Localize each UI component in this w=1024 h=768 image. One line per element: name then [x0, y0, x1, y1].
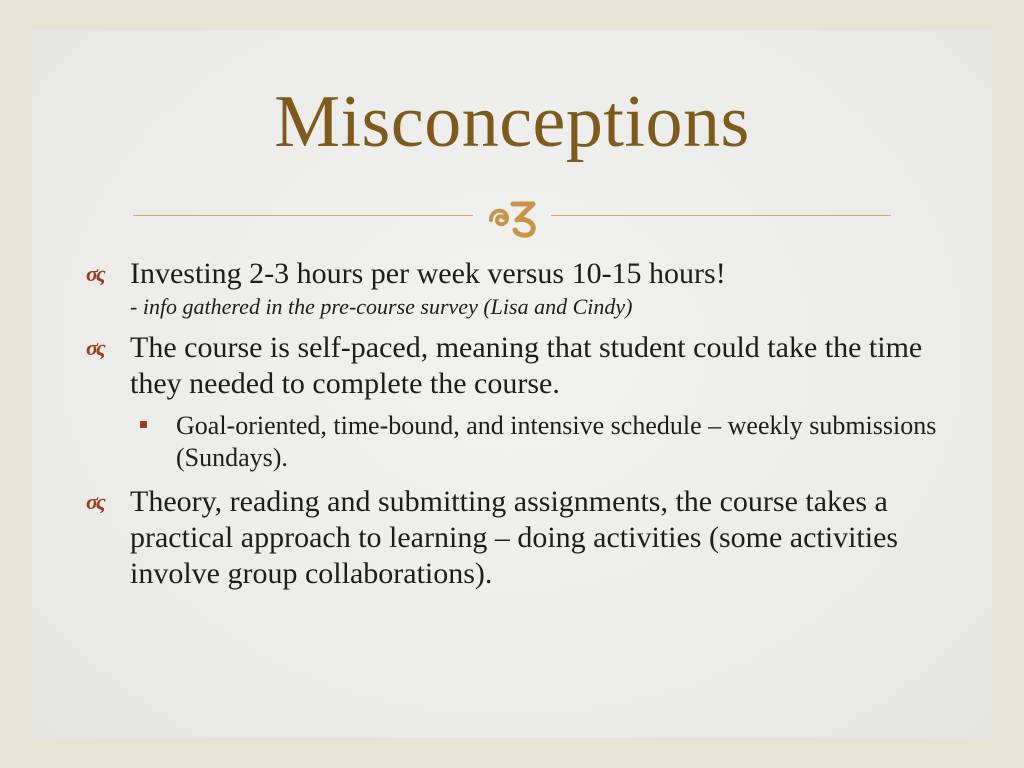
title-divider: [133, 190, 891, 230]
bullet-icon: σς: [86, 261, 104, 286]
bullet-item: [86, 330, 946, 402]
ornament-icon: [473, 190, 551, 252]
square-bullet-icon: [140, 421, 147, 428]
bullet-text: Investing 2-3 hours per week versus 10-15 hours!: [130, 257, 726, 290]
sub-bullet-item: [86, 410, 946, 474]
divider-line-left: [133, 215, 473, 216]
bullet-item: [86, 256, 946, 322]
bullet-icon: σς: [86, 335, 104, 360]
slide-body: [86, 256, 946, 600]
note-text: info gathered in the pre-course survey (Lisa and Cindy): [142, 294, 633, 319]
bullet-icon: σς: [86, 489, 104, 514]
slide-title: Misconceptions: [274, 81, 750, 163]
bullet-text: Theory, reading and submitting assignments, the course takes a practical approach to learning – doing activities (some activities involve group collaborations).: [130, 485, 899, 590]
note-dash: -: [130, 294, 143, 319]
bullet-text: The course is self-paced, meaning that student could take the time they needed to complete the course.: [130, 331, 923, 400]
sub-bullet-text: Goal-oriented, time-bound, and intensive schedule – weekly submissions (Sundays).: [176, 411, 937, 472]
bullet-item: [86, 484, 946, 592]
divider-line-right: [551, 215, 891, 216]
bullet-note: [130, 292, 946, 322]
ornament-svg: [473, 190, 551, 240]
